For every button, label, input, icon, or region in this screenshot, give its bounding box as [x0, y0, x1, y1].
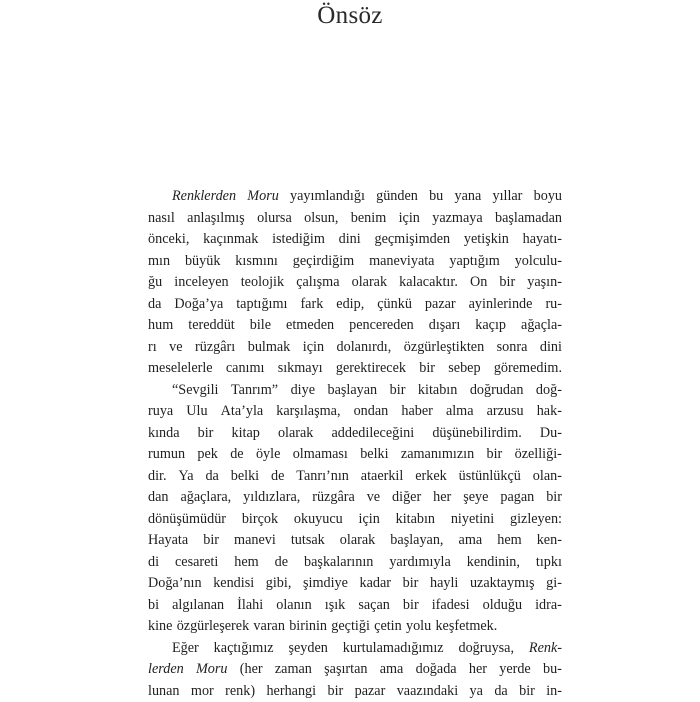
word: Ya [178, 466, 193, 488]
word: başkalarının [304, 552, 373, 574]
word: Moru [247, 186, 279, 208]
word: dir. [148, 466, 167, 488]
word: bir [203, 530, 219, 552]
word: dolanırdı, [337, 337, 392, 359]
word: di [148, 552, 159, 574]
word: ama [459, 530, 483, 552]
word: bir [403, 595, 419, 617]
word: önceki, [148, 229, 189, 251]
word: bir [403, 573, 419, 595]
word: pazar [355, 681, 386, 702]
word: vaazındaki [397, 681, 458, 702]
word: bu- [543, 659, 562, 681]
word: pagan [500, 487, 534, 509]
word: kine [148, 616, 172, 638]
word: diye [291, 380, 315, 402]
word: ışık [325, 595, 346, 617]
word: doğruysa, [458, 638, 514, 660]
word: için [359, 509, 380, 531]
word: bulmak [248, 337, 291, 359]
word: olanın [276, 595, 311, 617]
text-line [148, 573, 562, 595]
word: da [494, 681, 507, 702]
word: özelliği- [515, 444, 562, 466]
word: Renklerden [172, 186, 236, 208]
word: rı [148, 337, 157, 359]
word: olarak [340, 530, 375, 552]
text-line [148, 358, 562, 380]
word: gi- [546, 573, 562, 595]
word: pencereden [349, 315, 414, 337]
word: Tanrı’nın [296, 466, 349, 488]
word: kısmını [235, 251, 278, 273]
word: başlayan [328, 380, 378, 402]
word: benim [351, 208, 386, 230]
word: bile [250, 315, 271, 337]
paragraph [148, 638, 562, 702]
word: yaşın- [527, 272, 562, 294]
word: ve [169, 337, 182, 359]
word: bir [419, 358, 435, 380]
word: varan [253, 616, 285, 638]
word: olan- [533, 466, 562, 488]
word: herhangi [266, 681, 316, 702]
word: maneviyata [369, 251, 434, 273]
text-line [148, 272, 562, 294]
word: kitabın [418, 380, 457, 402]
text-line [148, 423, 562, 445]
word: sonra [497, 337, 528, 359]
word: gerektirecek [336, 358, 406, 380]
word: arzusu [487, 401, 524, 423]
word: alma [446, 401, 474, 423]
text-line [148, 487, 562, 509]
word: haber [401, 401, 433, 423]
word: teolojik [241, 272, 284, 294]
text-line [148, 466, 562, 488]
word: bir [546, 487, 562, 509]
word: yetişkin [464, 229, 509, 251]
text-line [148, 208, 562, 230]
word: On [470, 272, 487, 294]
word: ağaçla- [521, 315, 562, 337]
word: istediğim [272, 229, 325, 251]
word: canımı [226, 358, 265, 380]
word: hum [148, 315, 173, 337]
word: çalışma [296, 272, 339, 294]
word: özgürleştikten [404, 337, 484, 359]
word: yardımıyla [389, 552, 450, 574]
word: pazar [425, 294, 456, 316]
word: dan [148, 487, 169, 509]
text-line [148, 530, 562, 552]
word: çünkü [377, 294, 412, 316]
word: kendinin, [467, 552, 520, 574]
word: lunan [148, 681, 180, 702]
word: ru- [545, 294, 562, 316]
word: anlaşılmış [187, 208, 245, 230]
text-line [148, 595, 562, 617]
word: olarak [278, 423, 313, 445]
paragraph [148, 186, 562, 380]
word: bir [487, 444, 503, 466]
word: şimdiye [303, 573, 348, 595]
word: İlahi [237, 595, 263, 617]
word: birçok [242, 509, 278, 531]
word: de [271, 466, 284, 488]
word: mor [191, 681, 214, 702]
word: olarak [352, 272, 387, 294]
word: Doğa’ya [174, 294, 223, 316]
word: şaşırtan [324, 659, 367, 681]
word: Renk- [529, 638, 562, 660]
word: bir [390, 380, 406, 402]
word: ondan [354, 401, 389, 423]
word: algılanan [172, 595, 224, 617]
word: fark [300, 294, 323, 316]
word: kaçıp [475, 315, 506, 337]
word: erkek [415, 466, 447, 488]
text-line [148, 681, 562, 702]
word: kadar [360, 573, 392, 595]
word: tutsak [291, 530, 325, 552]
word: in- [546, 681, 562, 702]
text-line [148, 337, 562, 359]
word: Hayata [148, 530, 188, 552]
word: bu [429, 186, 443, 208]
word: kaçınmak [203, 229, 258, 251]
word: uzaktaymış [470, 573, 535, 595]
word: yazmaya [432, 208, 482, 230]
word: meselelerle [148, 358, 213, 380]
word: Doğa’nın [148, 573, 202, 595]
word: bi [148, 595, 159, 617]
word: göremedim. [494, 358, 562, 380]
word: kurtulamadığımız [343, 638, 444, 660]
word: dini [540, 337, 562, 359]
word: yaptığım [449, 251, 499, 273]
word: tereddüt [188, 315, 234, 337]
word: geçtiği [331, 616, 370, 638]
text-line [148, 401, 562, 423]
word: belki [231, 466, 259, 488]
text-line [148, 659, 562, 681]
text-line [148, 509, 562, 531]
paragraph [148, 380, 562, 638]
text-line [148, 638, 562, 660]
word: yolu [406, 616, 431, 638]
word: boyu [534, 186, 562, 208]
word: rüzgâra [312, 487, 355, 509]
word: bir [198, 423, 214, 445]
word: rüzgârı [195, 337, 235, 359]
text-line [148, 229, 562, 251]
word: ataerkil [361, 466, 404, 488]
word: Tanrım” [231, 380, 278, 402]
word: yerde [499, 659, 531, 681]
word: olduğu [483, 595, 522, 617]
word: günden [376, 186, 418, 208]
word: üstünlükçü [459, 466, 521, 488]
word: hem [234, 552, 258, 574]
word: geçirdiğim [293, 251, 354, 273]
word: ruya [148, 401, 173, 423]
word: idra- [535, 595, 562, 617]
word: bir [327, 681, 343, 702]
text-line [148, 380, 562, 402]
word: doğada [416, 659, 457, 681]
word: tıpkı [536, 552, 562, 574]
word: saçan [358, 595, 390, 617]
word: de [275, 552, 288, 574]
word: kendisi [213, 573, 254, 595]
word: düşünebilirdim. [432, 423, 521, 445]
word: keşfetmek. [435, 616, 497, 638]
word: da [148, 294, 161, 316]
word: yıllar [492, 186, 522, 208]
word: okuyucu [294, 509, 343, 531]
text-line [148, 444, 562, 466]
word: dönüşümüdür [148, 509, 226, 531]
text-line [148, 616, 562, 638]
word: için [303, 337, 324, 359]
word: öyle [256, 444, 280, 466]
word: özgürleşerek [177, 616, 249, 638]
word: (her [240, 659, 263, 681]
word: zaman [275, 659, 312, 681]
word: hayli [430, 573, 458, 595]
word: mın [148, 251, 170, 273]
body-text [148, 186, 562, 702]
word: kitabın [396, 509, 435, 531]
word: gizleyen: [510, 509, 562, 531]
word: pek [197, 444, 218, 466]
word: de [230, 444, 243, 466]
word: ğu [148, 272, 162, 294]
word: sebep [448, 358, 480, 380]
word: belki [360, 444, 388, 466]
word: ken- [537, 530, 562, 552]
word: karşılaşma, [276, 401, 340, 423]
word: şeye [463, 487, 488, 509]
word: zamanımızın [401, 444, 474, 466]
word: rumun [148, 444, 185, 466]
word: doğ- [536, 380, 562, 402]
word: kaçtığımız [214, 638, 274, 660]
word: için [399, 208, 420, 230]
text-line [148, 251, 562, 273]
word: niyetini [451, 509, 494, 531]
word: başlayan, [390, 530, 443, 552]
word: Moru [196, 659, 228, 681]
word: şeyden [288, 638, 327, 660]
word: yıldızlara, [243, 487, 300, 509]
word: inceleyen [174, 272, 228, 294]
word: yolculu- [515, 251, 562, 273]
text-line [148, 552, 562, 574]
word: büyük [185, 251, 220, 273]
word: yayımlandığı [290, 186, 365, 208]
word: kalacaktır. [399, 272, 458, 294]
word: geçmişimden [374, 229, 450, 251]
word: manevi [234, 530, 276, 552]
word: olursa [257, 208, 292, 230]
word: addedileceğini [332, 423, 415, 445]
word: Ulu [186, 401, 207, 423]
word: kında [148, 423, 180, 445]
word: “Sevgili [172, 380, 219, 402]
word: hak- [537, 401, 562, 423]
word: her [469, 659, 487, 681]
word: dışarı [429, 315, 461, 337]
word: her [433, 487, 451, 509]
word: ama [380, 659, 404, 681]
word: doğrudan [470, 380, 524, 402]
word: hem [497, 530, 521, 552]
word: Du- [540, 423, 562, 445]
word: çetin [374, 616, 402, 638]
word: diğer [392, 487, 421, 509]
word: taptığımı [236, 294, 287, 316]
word: ayinlerinde [469, 294, 533, 316]
word: gibi, [266, 573, 292, 595]
word: bir [499, 272, 515, 294]
word: hayatı- [523, 229, 562, 251]
word: olsun, [304, 208, 338, 230]
text-line [148, 186, 562, 208]
word: Eğer [172, 638, 199, 660]
word: birinin [289, 616, 327, 638]
word: edip, [336, 294, 364, 316]
word: cesareti [175, 552, 218, 574]
word: başlamadan [495, 208, 562, 230]
word: yana [454, 186, 481, 208]
text-line [148, 315, 562, 337]
word: Ata’yla [221, 401, 264, 423]
word: nasıl [148, 208, 175, 230]
word: da [205, 466, 218, 488]
page-title: Önsöz [0, 2, 700, 30]
word: sıkmayı [278, 358, 323, 380]
word: etmeden [286, 315, 334, 337]
word: kitap [231, 423, 259, 445]
word: dini [339, 229, 361, 251]
word: lerden [148, 659, 184, 681]
text-line [148, 294, 562, 316]
word: ya [470, 681, 483, 702]
word: ağaçlara, [180, 487, 231, 509]
word: renk) [225, 681, 255, 702]
word: ifadesi [432, 595, 470, 617]
word: bir [519, 681, 535, 702]
word: ve [367, 487, 380, 509]
word: olmaması [293, 444, 348, 466]
